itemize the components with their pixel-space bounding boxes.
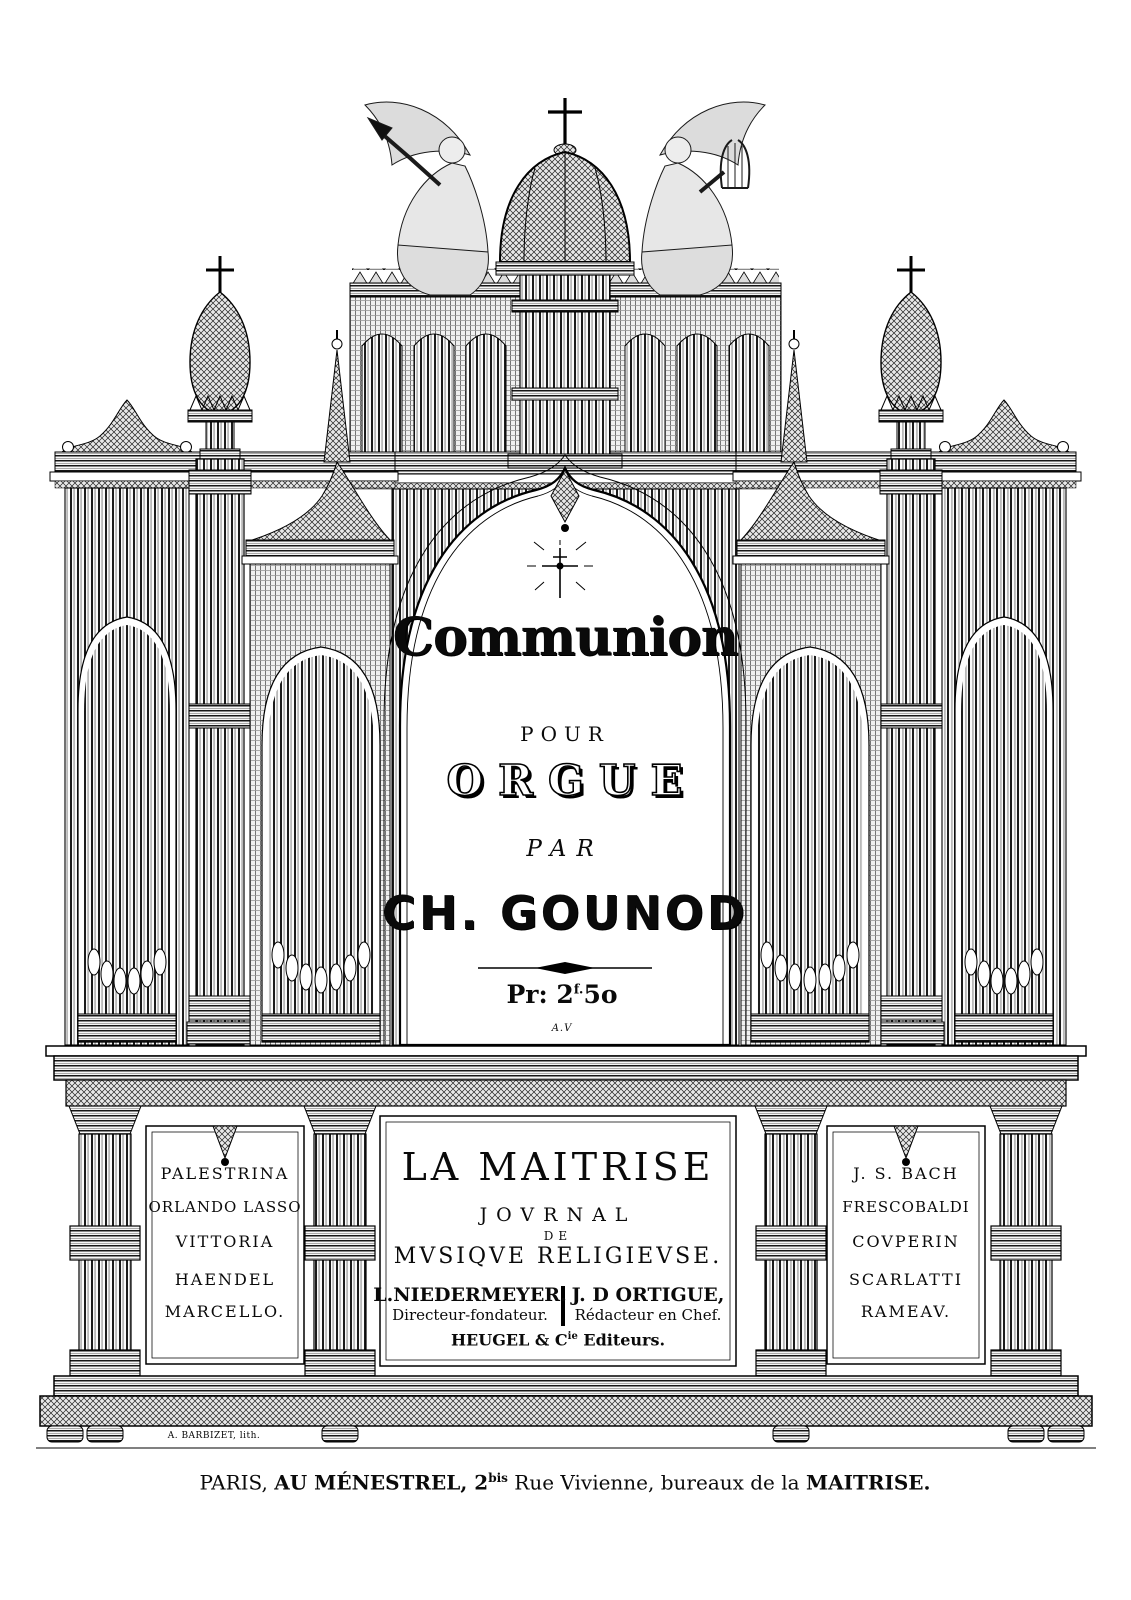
imprint-store: AU MÉNESTREL, 2 xyxy=(274,1470,489,1495)
journal-subtitle-1: JOVRNAL xyxy=(479,1204,637,1226)
left-composer-5: MARCELLO. xyxy=(164,1302,286,1321)
director-role: Directeur-fondateur. xyxy=(392,1306,548,1324)
publisher-line xyxy=(451,1332,665,1348)
title-preposition: POUR xyxy=(520,722,610,746)
gallery-shelf xyxy=(46,1046,1086,1106)
plate-mark: A.V xyxy=(551,1023,573,1034)
piece-title: Communion xyxy=(392,607,738,668)
right-composer-2: FRESCOBALDI xyxy=(842,1198,970,1216)
lithographer-signature: A. BARBIZET, lith. xyxy=(167,1431,261,1441)
left-composer-4: HAENDEL xyxy=(174,1270,276,1289)
right-composer-4: SCARLATTI xyxy=(848,1270,964,1289)
price-sup: f. xyxy=(573,982,584,998)
publisher-suffix: Editeurs. xyxy=(577,1330,666,1350)
publisher-imprint xyxy=(200,1472,931,1493)
right-composer-5: RAMEAV. xyxy=(860,1302,952,1321)
imprint-city: PARIS, xyxy=(199,1470,275,1495)
instrument-label: ORGUE xyxy=(446,756,698,805)
price-amount: 5o xyxy=(583,980,618,1009)
left-composer-3: VITTORIA xyxy=(175,1232,275,1251)
left-composer-2: ORLANDO LASSO xyxy=(148,1198,302,1216)
editor-name: J. D ORTIGUE, xyxy=(571,1284,725,1306)
price-prefix: Pr: 2 xyxy=(506,980,574,1009)
publisher-sup: ie xyxy=(567,1331,578,1342)
angel-lyre-icon xyxy=(642,102,765,295)
byline-par: PAR xyxy=(526,836,604,862)
imprint-journal: MAITRISE. xyxy=(805,1470,931,1495)
price xyxy=(506,982,617,1007)
editor-role: Rédacteur en Chef. xyxy=(574,1306,722,1324)
angel-trumpet-icon xyxy=(365,102,488,295)
imprint-street: Rue Vivienne, bureaux de la xyxy=(507,1470,806,1495)
publisher-prefix: HEUGEL & C xyxy=(450,1330,568,1350)
imprint-sup: bis xyxy=(488,1471,508,1485)
right-composer-1: J. S. BACH xyxy=(853,1164,959,1183)
left-composer-1: PALESTRINA xyxy=(160,1164,290,1183)
right-composer-3: COVPERIN xyxy=(852,1232,960,1251)
journal-subtitle-3: MVSIQVE RELIGIEVSE. xyxy=(393,1244,723,1269)
composer-name: CH. GOUNOD xyxy=(382,886,748,940)
journal-subtitle-2: DE xyxy=(543,1229,573,1243)
director-name: L.NIEDERMEYER. xyxy=(373,1284,567,1306)
journal-title: LA MAITRISE xyxy=(401,1145,715,1189)
